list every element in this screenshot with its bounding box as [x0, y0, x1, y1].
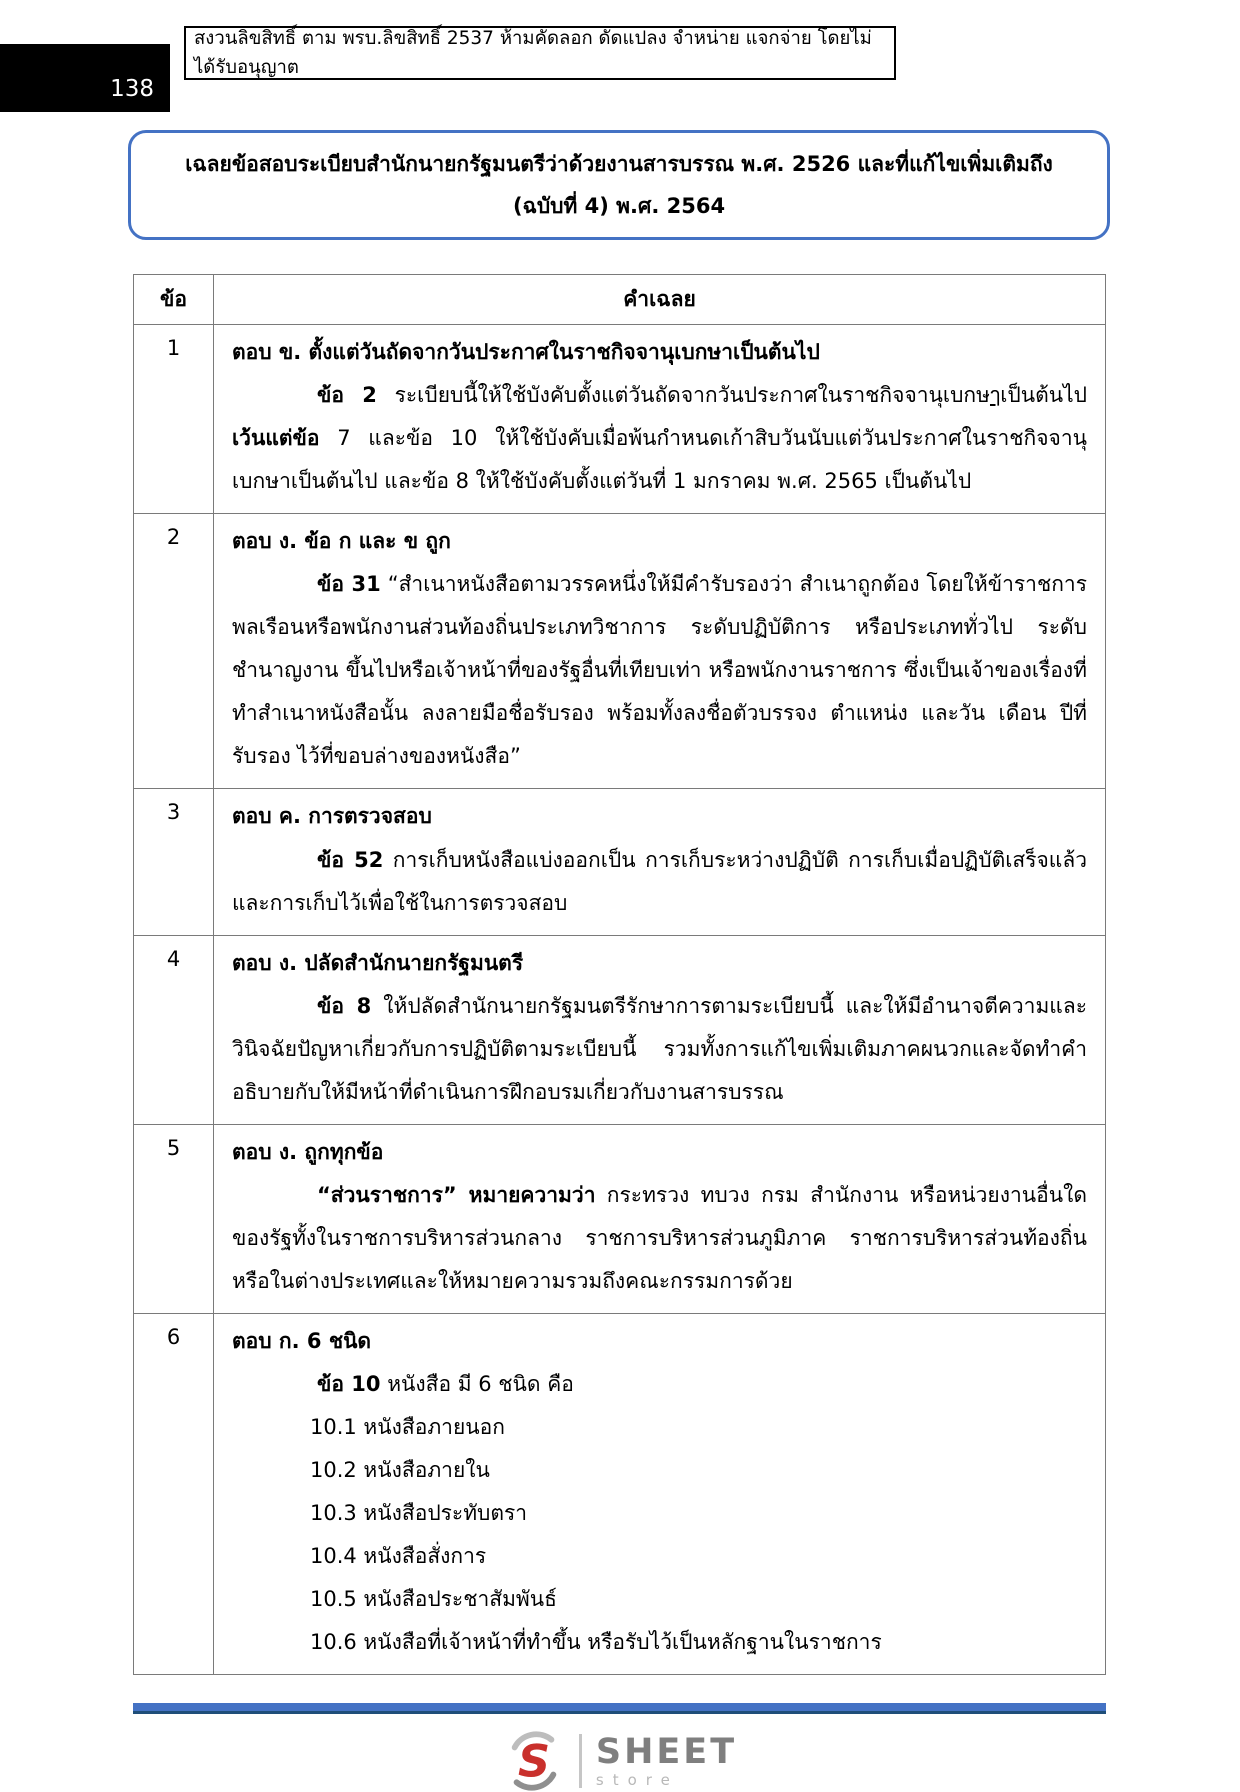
answer-cell [214, 325, 1106, 514]
question-number: 2 [134, 514, 214, 789]
page-number-box [0, 44, 170, 112]
document-title-line2: (ฉบับที่ 4) พ.ศ. 2564 [512, 194, 726, 218]
explanation-text: ให้ปลัดสำนักนายกรัฐมนตรีรักษาการตามระเบียบนี้ และให้มีอำนาจตีความและวินิจฉัยปัญหาเกี่ยวกับการปฏิบัติตามระเบียบนี้ รวมทั้งการแก้ไขเพิ่มเติมภาคผนวกและจัดทำคำอธิบายกับให้มีหน้าที่ดำเนินการฝึกอบรมเกี่ยวกับงานสารบรรณ [232, 993, 1087, 1104]
answer-heading: ตอบ ง. ข้อ ก และ ข ถูก [232, 529, 451, 554]
page-header [0, 0, 1240, 122]
defined-term: “ส่วนราชการ” หมายความว่า [317, 1182, 596, 1207]
answer-cell [214, 514, 1106, 789]
explanation-text: เป็นต้นไป [1000, 383, 1087, 408]
question-number: 4 [134, 935, 214, 1124]
answer-explanation [232, 1174, 1087, 1303]
answer-cell [214, 1124, 1106, 1313]
question-number: 6 [134, 1313, 214, 1674]
document-title-line1: เฉลยข้อสอบระเบียบสำนักนายกรัฐมนตรีว่าด้วยงานสารบรรณ พ.ศ. 2526 และที่แก้ไขเพิ่มเติมถึง [185, 152, 1053, 176]
logo-divider [579, 1734, 582, 1788]
copyright-notice: สงวนลิขสิทธิ์ ตาม พรบ.ลิขสิทธิ์ 2537 ห้ามคัดลอก ดัดแปลง จำหน่าย แจกจ่าย โดยไม่ได้รับอนุญาต [194, 28, 872, 78]
answer-explanation [232, 374, 1087, 503]
answer-heading: ตอบ ก. 6 ชนิด [232, 1328, 372, 1353]
list-item: 10.4 หนังสือสั่งการ [310, 1544, 487, 1569]
table-row [134, 935, 1106, 1124]
answer-heading: ตอบ ค. การตรวจสอบ [232, 804, 432, 829]
document-title-box [128, 130, 1110, 240]
answer-explanation [232, 985, 1087, 1114]
sheetstore-logo [0, 1730, 1240, 1792]
footer-divider-bar [133, 1703, 1106, 1714]
sheetstore-logo-icon [503, 1730, 565, 1792]
question-number: 1 [134, 325, 214, 514]
page-number: 138 [110, 76, 154, 102]
answer-heading: ตอบ ข. ตั้งแต่วันถัดจากวันประกาศในราชกิจจานุเบกษาเป็นต้นไป [232, 340, 820, 364]
column-header-number: ข้อ [134, 275, 214, 325]
table-row [134, 1313, 1106, 1674]
table-row [134, 514, 1106, 789]
answer-heading: ตอบ ง. ถูกทุกข้อ [232, 1139, 384, 1164]
underlined-char: ๅ [989, 383, 1001, 408]
explanation-text: ระเบียบนี้ให้ใช้บังคับตั้งแต่วันถัดจากวันประกาศในราชกิจจานุเบกษ [376, 383, 990, 408]
answer-key-table [133, 274, 1106, 1675]
answer-cell [214, 789, 1106, 935]
list-item: 10.1 หนังสือภายนอก [310, 1415, 505, 1440]
column-header-answer: คำเฉลย [214, 275, 1106, 325]
explanation-text: “สำเนาหนังสือตามวรรคหนึ่งให้มีคำรับรองว่า สำเนาถูกต้อง โดยให้ข้าราชการพลเรือนหรือพนักงานส่วนท้องถิ่นประเภทวิชาการ ระดับปฏิบัติการ หรือประเภททั่วไป ระดับชำนาญงาน ขึ้นไปหรือเจ้าหน้าที่ของรัฐอื่นที่เทียบเท่า หรือพนักงานราชการ ซึ่งเป็นเจ้าของเรื่องที่ทำสำเนาหนังสือนั้น ลงลายมือชื่อรับรอง พร้อมทั้งลงชื่อตัวบรรจง ตำแหน่ง และวัน เดือน ปีที่รับรอง ไว้ที่ขอบล่างของหนังสือ” [232, 572, 1087, 769]
list-item: 10.6 หนังสือที่เจ้าหน้าที่ทำขึ้น หรือรับไว้เป็นหลักฐานในราชการ [310, 1630, 882, 1655]
bold-phrase: เว้นแต่ข้อ [232, 426, 320, 451]
explanation-text: หนังสือ มี 6 ชนิด คือ [380, 1372, 574, 1397]
clause-ref: ข้อ 2 [317, 383, 377, 408]
logo-text [595, 1731, 738, 1789]
answer-cell [214, 935, 1106, 1124]
answer-heading: ตอบ ง. ปลัดสำนักนายกรัฐมนตรี [232, 950, 524, 975]
explanation-text: 7 และข้อ 10 ให้ใช้บังคับเมื่อพ้นกำหนดเก้าสิบวันนับแต่วันประกาศในราชกิจจานุเบกษาเป็นต้นไป และข้อ 8 ให้ใช้บังคับตั้งแต่วันที่ 1 มกราคม พ.ศ. 2565 เป็นต้นไป [232, 426, 1087, 494]
clause-ref: ข้อ 8 [317, 993, 372, 1018]
clause-ref: ข้อ 10 [317, 1372, 381, 1397]
logo-letter: S [517, 1735, 550, 1788]
list-item: 10.3 หนังสือประทับตรา [310, 1501, 528, 1526]
question-number: 3 [134, 789, 214, 935]
answer-explanation [232, 1363, 1087, 1406]
answer-explanation [232, 563, 1087, 778]
answer-explanation [232, 839, 1087, 925]
answer-cell [214, 1313, 1106, 1674]
explanation-text: การเก็บหนังสือแบ่งออกเป็น การเก็บระหว่างปฏิบัติ การเก็บเมื่อปฏิบัติเสร็จแล้วและการเก็บไว้เพื่อใช้ในการตรวจสอบ [232, 847, 1087, 915]
table-row [134, 1124, 1106, 1313]
logo-brand-subtitle: store [595, 1770, 679, 1789]
copyright-notice-box [184, 26, 896, 80]
table-header-row [134, 275, 1106, 325]
table-row [134, 789, 1106, 935]
clause-ref: ข้อ 52 [317, 847, 384, 872]
clause-ref: ข้อ 31 [317, 572, 381, 597]
explanation-text: กระทรวง ทบวง กรม สำนักงาน หรือหน่วยงานอื่นใดของรัฐทั้งในราชการบริหารส่วนกลาง ราชการบริหารส่วนภูมิภาค ราชการบริหารส่วนท้องถิ่น หรือในต่างประเทศและให้หมายความรวมถึงคณะกรรมการด้วย [232, 1182, 1087, 1293]
document-type-list [310, 1406, 1087, 1664]
list-item: 10.5 หนังสือประชาสัมพันธ์ [310, 1587, 557, 1612]
question-number: 5 [134, 1124, 214, 1313]
logo-brand-name: SHEET [595, 1731, 738, 1772]
list-item: 10.2 หนังสือภายใน [310, 1458, 490, 1483]
table-row [134, 325, 1106, 514]
